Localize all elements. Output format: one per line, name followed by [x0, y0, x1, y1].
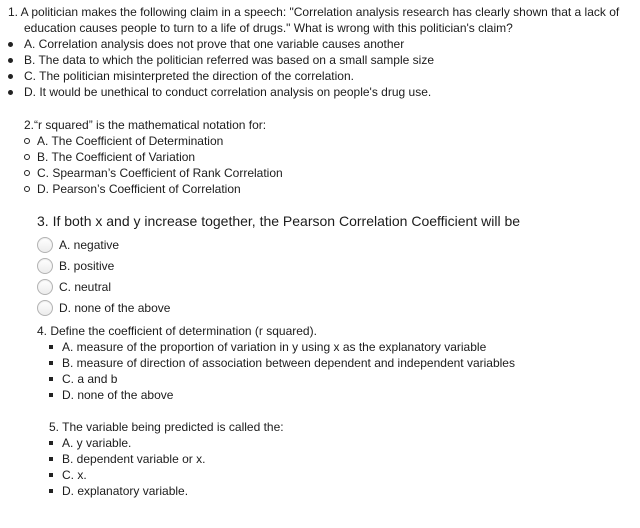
q3-option-c-radio[interactable] [37, 279, 53, 295]
question-3-stem: 3. If both x and y increase together, the Pearson Correlation Coefficient will be [37, 213, 521, 229]
question-1-options [8, 36, 634, 100]
q5-option-c: C. x. [49, 467, 619, 483]
question-5 [49, 419, 619, 499]
q3-option-b[interactable] [37, 255, 627, 276]
question-3-options [37, 234, 627, 318]
q3-option-b-radio[interactable] [37, 258, 53, 274]
q3-option-a[interactable] [37, 234, 627, 255]
q2-option-c: C. Spearman’s Coefficient of Rank Correlation [24, 165, 524, 181]
question-1 [8, 4, 634, 100]
q3-option-b-label[interactable]: B. positive [59, 258, 115, 273]
question-5-stem: 5. The variable being predicted is called the: [49, 420, 284, 434]
q1-option-c: C. The politician misinterpreted the direction of the correlation. [8, 68, 634, 84]
q3-option-d-label[interactable]: D. none of the above [59, 300, 171, 315]
q5-option-a: A. y variable. [49, 435, 619, 451]
q1-option-d: D. It would be unethical to conduct correlation analysis on people's drug use. [8, 84, 634, 100]
question-4-options [49, 339, 627, 403]
question-5-options [49, 435, 619, 499]
q1-option-a: A. Correlation analysis does not prove that one variable causes another [8, 36, 634, 52]
q4-option-a: A. measure of the proportion of variation in y using x as the explanatory variable [49, 339, 627, 355]
question-2 [24, 117, 524, 197]
question-2-stem: 2.“r squared” is the mathematical notation for: [24, 118, 267, 132]
question-4 [37, 323, 627, 403]
q3-option-d-radio[interactable] [37, 300, 53, 316]
q4-option-d: D. none of the above [49, 387, 627, 403]
q2-option-a: A. The Coefficient of Determination [24, 133, 524, 149]
q4-option-b: B. measure of direction of association between dependent and independent variables [49, 355, 627, 371]
q5-option-b: B. dependent variable or x. [49, 451, 619, 467]
q2-option-b: B. The Coefficient of Variation [24, 149, 524, 165]
q3-option-c-label[interactable]: C. neutral [59, 279, 112, 294]
q1-option-b: B. The data to which the politician referred was based on a small sample size [8, 52, 634, 68]
question-4-stem: 4. Define the coefficient of determination (r squared). [37, 324, 317, 338]
q5-option-d: D. explanatory variable. [49, 483, 619, 499]
q3-option-a-radio[interactable] [37, 237, 53, 253]
q2-option-d: D. Pearson’s Coefficient of Correlation [24, 181, 524, 197]
q3-option-d[interactable] [37, 297, 627, 318]
q3-option-c[interactable] [37, 276, 627, 297]
question-1-stem: 1. A politician makes the following claim in a speech: "Correlation analysis research has clearly shown that a lack of education causes people to turn to a life of drugs." What is wrong with this politician's claim? [8, 5, 620, 35]
question-3 [37, 212, 627, 318]
q4-option-c: C. a and b [49, 371, 627, 387]
q3-option-a-label[interactable]: A. negative [59, 237, 120, 252]
question-2-options [24, 133, 524, 197]
